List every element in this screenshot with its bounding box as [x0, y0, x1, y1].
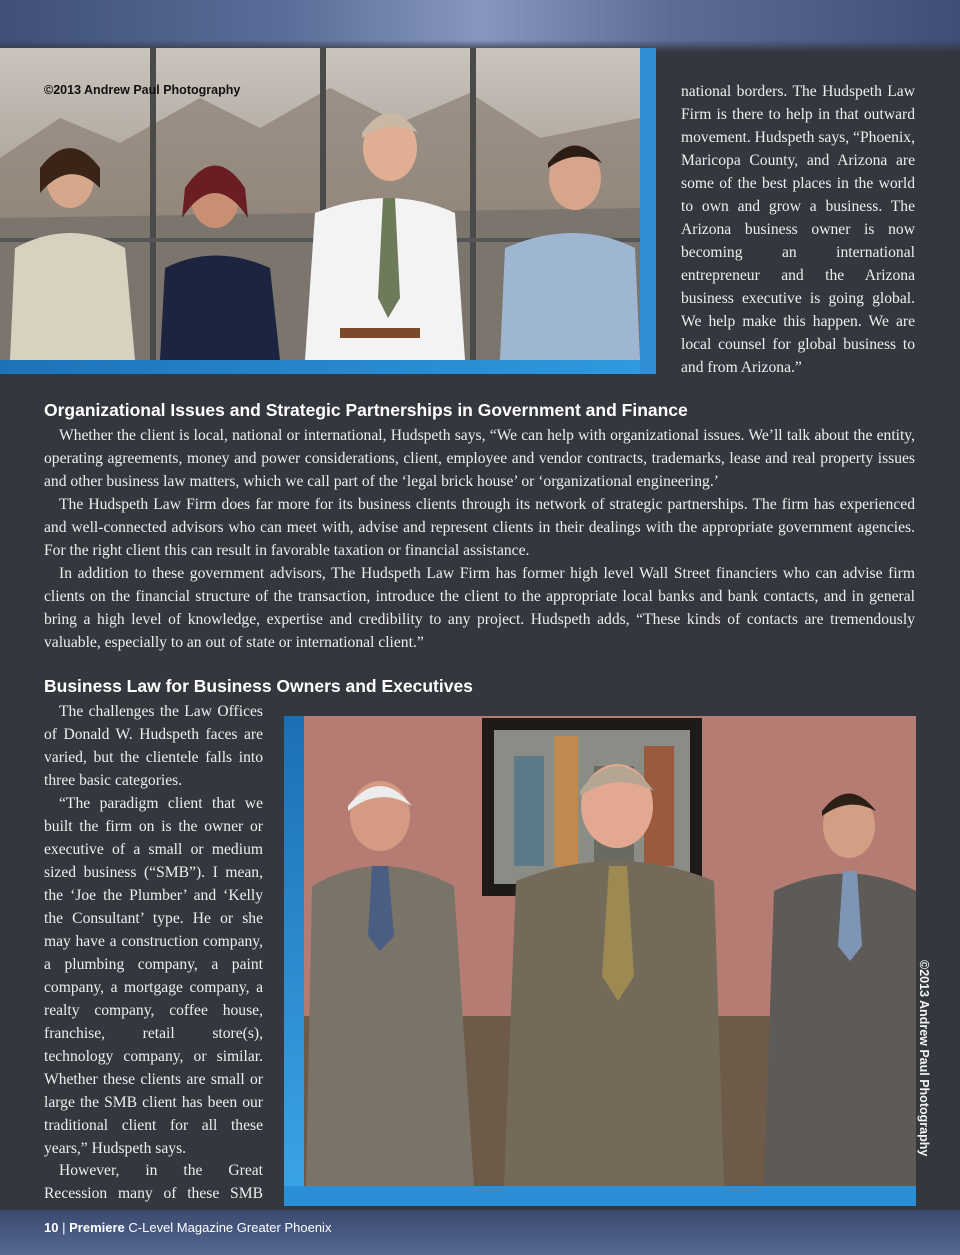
- section2-paragraph-3: However, in the Great Recession many of these SMB: [44, 1162, 263, 1202]
- photo-credit-side: ©2013 Andrew Paul Photography: [917, 960, 931, 1157]
- section2-paragraph-2: “The paradigm client that we built the firm on is the owner or executive of a small or medium sized business (“SMB”). I mean, the ‘Joe the Plumber’ and ‘Kelly the Consultant’ type. He or she may have a construction company, a plumbing company, a paint company, a mortgage company, a realty company, coffee house, franchise, retail store(s), technology company, or similar. Whether these clients are small or large the SMB client has been our traditional client for all these years,” Hudspeth says.: [44, 795, 263, 1157]
- magazine-brand: Premiere: [69, 1220, 125, 1235]
- photo-credit-top: ©2013 Andrew Paul Photography: [44, 83, 241, 97]
- magazine-title: C-Level Magazine Greater Phoenix: [128, 1220, 332, 1235]
- page-number: 10: [44, 1220, 59, 1235]
- section1-paragraph-1: Whether the client is local, national or international, Hudspeth says, “We can help with organizational issues. We’ll talk about the entity, operating agreements, money and power considerations, client, employee and vendor contracts, trademarks, lease and real property issues and other business law matters, which we call part of the ‘legal brick house’ or ‘organizational engineering.’: [44, 427, 915, 490]
- section-heading-organizational: Organizational Issues and Strategic Partnerships in Government and Finance: [44, 400, 688, 420]
- team-photo-suits: [284, 716, 916, 1206]
- right-column-text: national borders. The Hudspeth Law Firm is there to help in that outward movement. Hudspeth says, “Phoenix, Maricopa County, and Arizona are some of the best places in the world to own and grow a business. The Arizona business owner is now becoming an international entrepreneur and the Arizona business executive is going global. We help make this happen. We are local counsel for global business to and from Arizona.”: [681, 83, 915, 376]
- section1-paragraph-2: The Hudspeth Law Firm does far more for its business clients through its network of strategic partnerships. The firm has experienced and well-connected advisors who can meet with, advise and represent clients in their dealings with the appropriate government agencies. For the right client this can result in favorable taxation or financial assistance.: [44, 496, 915, 559]
- section1-paragraph-3: In addition to these government advisors, The Hudspeth Law Firm has former high level Wall Street financiers who can advise firm clients on the financial structure of the transaction, introduce the client to the appropriate local banks and bank contacts, and in general bring a high level of knowledge, expertise and credibility to any project. Hudspeth adds, “These kinds of contacts are tremendously valuable, especially to an out of state or international client.”: [44, 565, 915, 651]
- page-footer: [44, 1220, 331, 1235]
- top-decorative-band: [0, 0, 960, 52]
- section2-paragraph-1: The challenges the Law Offices of Donald W. Hudspeth faces are varied, but the clientele falls into three basic categories.: [44, 703, 263, 789]
- footer-separator: |: [62, 1220, 66, 1235]
- section-heading-business-law: Business Law for Business Owners and Executives: [44, 676, 473, 696]
